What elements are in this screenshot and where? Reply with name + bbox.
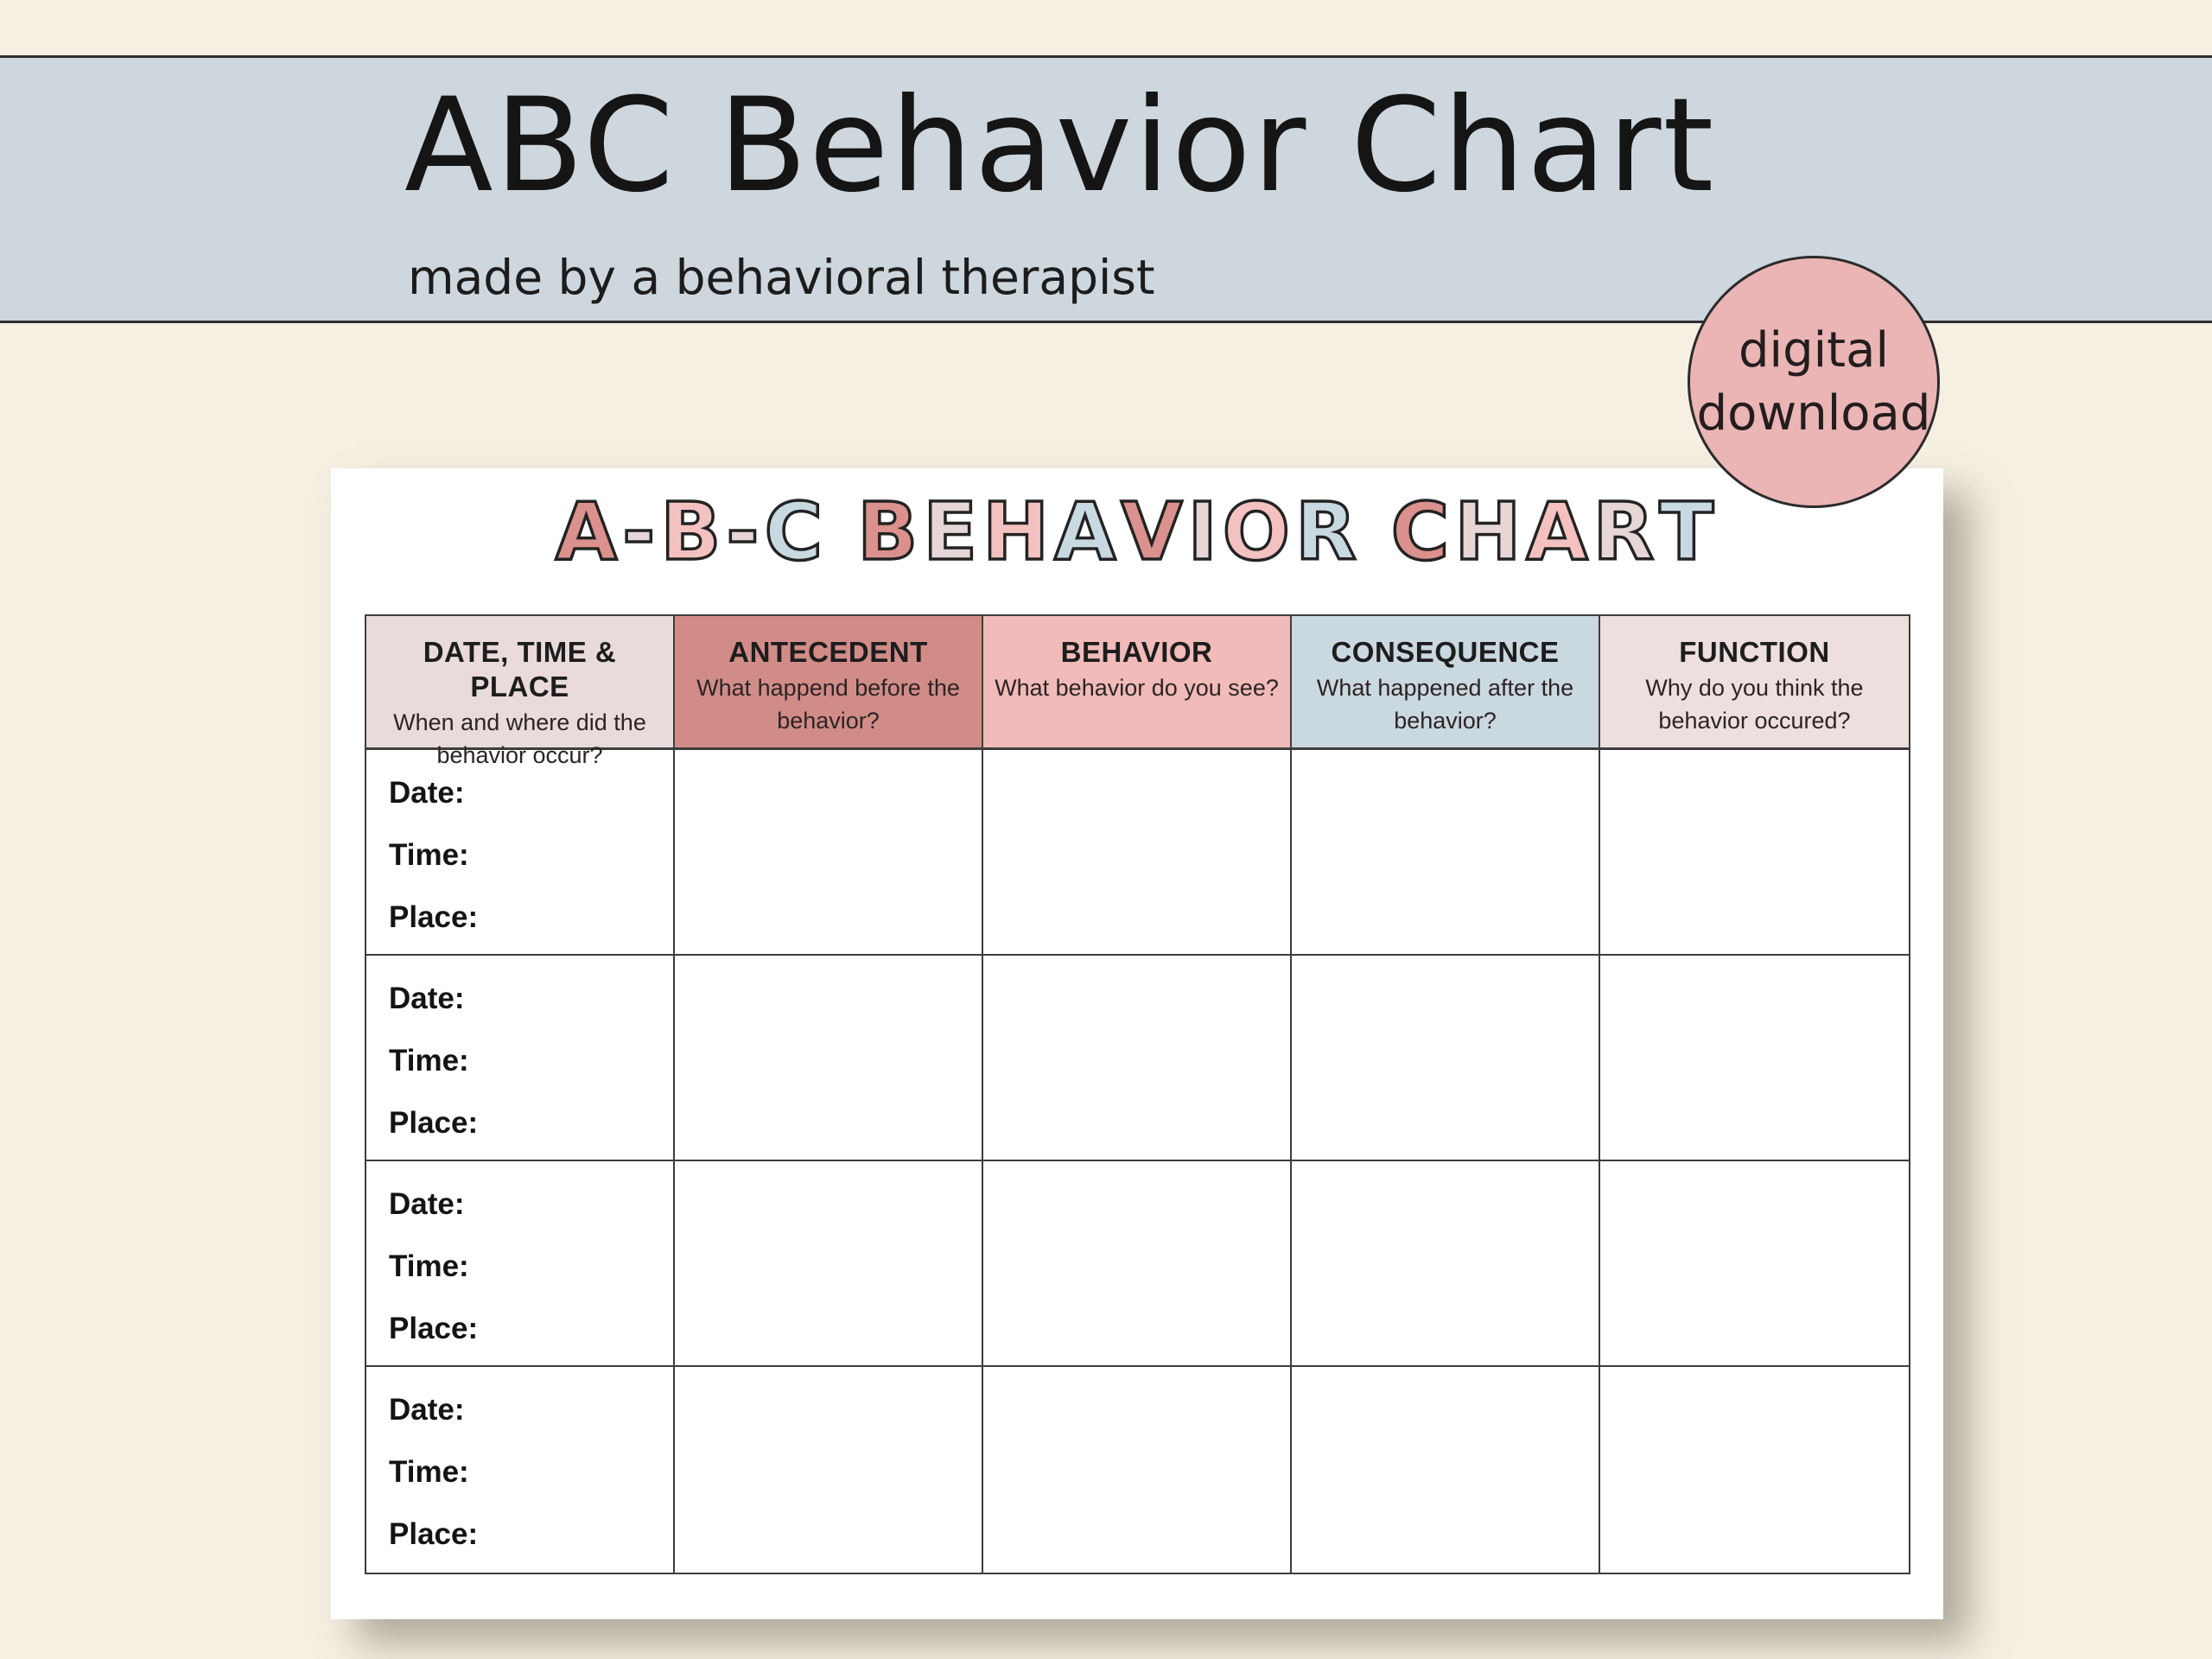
row-label-time: Time:	[389, 838, 469, 872]
table-row-4-labels	[366, 1367, 675, 1573]
empty-cell	[1600, 1161, 1909, 1367]
abc-table	[365, 614, 1910, 1574]
header-cell-antecedent	[675, 616, 983, 750]
column-title: ANTECEDENT	[728, 636, 928, 668]
worksheet-page	[331, 468, 1943, 1619]
table-row-3-labels	[366, 1161, 675, 1367]
row-label-place: Place:	[389, 1106, 479, 1140]
row-label-time: Time:	[389, 1455, 469, 1489]
title-letter: B	[857, 486, 924, 578]
title-letter: R	[1294, 486, 1362, 578]
row-label-place: Place:	[389, 1517, 479, 1551]
empty-cell	[1600, 1367, 1909, 1573]
banner-subtitle: made by a behavioral therapist	[408, 250, 1155, 305]
empty-cell	[1292, 956, 1600, 1161]
title-letter: -	[726, 486, 765, 578]
header-cell-consequence	[1292, 616, 1600, 750]
title-letter: E	[923, 486, 983, 578]
header-cell-date-time-place	[366, 616, 675, 768]
empty-cell	[1292, 1161, 1600, 1367]
banner-title: ABC Behavior Chart	[404, 71, 1716, 221]
title-letter: C	[1390, 486, 1455, 578]
header-cell-function	[1600, 616, 1909, 750]
header-cell-behavior	[983, 616, 1292, 750]
title-letter: B	[660, 486, 727, 578]
title-letter: V	[1121, 486, 1188, 578]
empty-cell	[983, 750, 1292, 956]
column-subtitle: Why do you think the behavior occured?	[1645, 675, 1864, 734]
row-label-date: Date:	[389, 982, 465, 1015]
empty-cell	[675, 1161, 983, 1367]
column-subtitle: What happend before the behavior?	[696, 675, 960, 734]
column-title: BEHAVIOR	[1060, 636, 1213, 668]
column-title: DATE, TIME & PLACE	[423, 636, 617, 702]
column-subtitle: What happened after the behavior?	[1316, 675, 1574, 734]
sheet-title	[331, 486, 1943, 578]
row-label-date: Date:	[389, 776, 465, 810]
title-letter: O	[1222, 486, 1295, 578]
empty-cell	[1600, 750, 1909, 956]
title-letter: I	[1187, 486, 1223, 578]
row-label-time: Time:	[389, 1044, 469, 1077]
empty-cell	[1292, 750, 1600, 956]
empty-cell	[983, 956, 1292, 1161]
row-label-place: Place:	[389, 1312, 479, 1345]
title-letter: T	[1659, 486, 1719, 578]
digital-download-badge	[1688, 256, 1940, 508]
title-letter: -	[622, 486, 661, 578]
table-row-1-labels	[366, 750, 675, 956]
title-letter: A	[1054, 486, 1122, 578]
empty-cell	[675, 1367, 983, 1573]
empty-cell	[675, 956, 983, 1161]
empty-cell	[675, 750, 983, 956]
title-letter: H	[982, 486, 1055, 578]
title-letter: R	[1592, 486, 1660, 578]
badge-line-1: digital	[1738, 322, 1890, 378]
empty-cell	[983, 1367, 1292, 1573]
row-label-date: Date:	[389, 1187, 465, 1221]
title-letter: C	[764, 486, 829, 578]
title-letter: H	[1454, 486, 1527, 578]
title-letter: A	[1526, 486, 1593, 578]
column-subtitle: What behavior do you see?	[995, 675, 1279, 701]
empty-cell	[983, 1161, 1292, 1367]
row-label-time: Time:	[389, 1249, 469, 1283]
column-title: FUNCTION	[1679, 636, 1830, 668]
column-title: CONSEQUENCE	[1331, 636, 1560, 668]
badge-line-2: download	[1696, 385, 1931, 442]
row-label-place: Place:	[389, 900, 479, 934]
row-label-date: Date:	[389, 1393, 465, 1427]
empty-cell	[1600, 956, 1909, 1161]
empty-cell	[1292, 1367, 1600, 1573]
column-subtitle: When and where did the behavior occur?	[393, 709, 646, 768]
title-letter: A	[555, 486, 623, 578]
table-row-2-labels	[366, 956, 675, 1161]
